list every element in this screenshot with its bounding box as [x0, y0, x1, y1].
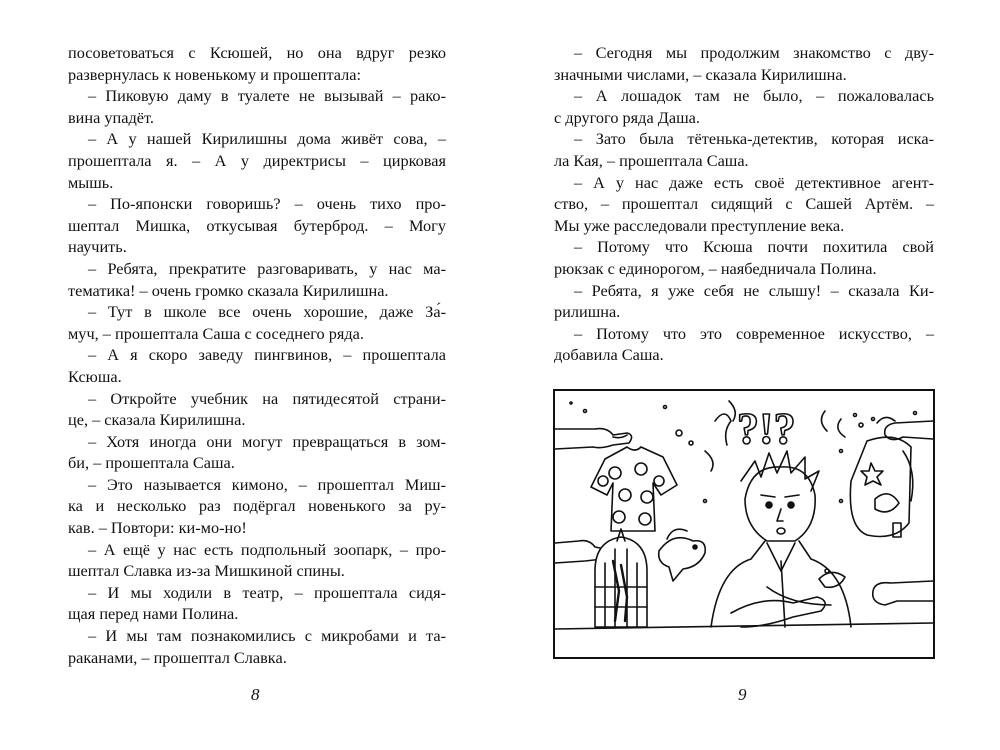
- text-line: шептал Мишка, откусывая бутерброд. – Могу: [68, 215, 446, 235]
- text-line: рилишна.: [554, 302, 621, 322]
- text-line: – А я скоро заведу пингвинов, – прошептала: [88, 345, 446, 365]
- text-line: щая перед нами Полина.: [68, 604, 239, 624]
- classroom-illustration: [555, 391, 933, 657]
- text-line: – По-японски говоришь? – очень тихо про-: [88, 194, 446, 214]
- kimono: [591, 447, 677, 531]
- text-line: посоветоваться с Ксюшей, но она вдруг резко: [68, 43, 446, 62]
- text-line: значными числами, – сказала Кирилишна.: [554, 64, 847, 84]
- text-line: прошептала я. – А у директрисы – цирковая: [68, 150, 446, 170]
- text-line: муч, – прошептала Саша с соседнего ряда.: [68, 323, 364, 343]
- left-arm-sleeve: [555, 429, 632, 449]
- text-line: – Зато была тётенька-детектив, которая иска-: [574, 129, 934, 149]
- text-line: Ксюша.: [68, 366, 122, 386]
- flying-bird: [659, 538, 706, 581]
- text-line: – Хотя иногда они могут превращаться в зом-: [88, 431, 446, 451]
- text-line: мышь.: [68, 172, 114, 192]
- text-line: – Пиковую даму в туалете не вызывай – рако-: [88, 86, 446, 106]
- right-page-text: [554, 42, 934, 366]
- text-line: – Откройте учебник на пятидесятой страни-: [88, 388, 446, 408]
- text-line: шептал Славка из-за Мишкиной спины.: [68, 561, 345, 581]
- boy-crossed-arms: [731, 597, 825, 627]
- left-page-text: [68, 42, 446, 668]
- right-lower-sleeve: [873, 581, 933, 605]
- question-marks-text: ?!?: [737, 404, 796, 453]
- text-line: ство, – прошептал сидящий с Сашей Артём. –: [554, 194, 934, 214]
- birdcage: [595, 537, 647, 627]
- text-line: – А у нашей Кирилишны дома живёт сова, –: [88, 129, 446, 149]
- text-line: – А ещё у нас есть подпольный зоопарк, – про-: [88, 539, 446, 559]
- text-line: добавила Саша.: [554, 345, 664, 365]
- text-line: кав. – Повтори: ки-мо-но!: [68, 518, 247, 538]
- text-line: Мы уже расследовали преступление века.: [554, 215, 845, 235]
- text-line: – Это называется кимоно, – прошептал Миш-: [88, 474, 446, 494]
- text-line: раканами, – прошептал Славка.: [68, 647, 287, 667]
- text-line: – А у нас даже есть своё детективное агент-: [574, 172, 934, 192]
- text-line: – Тут в школе все очень хорошие, даже За́-: [88, 302, 446, 322]
- text-line: научить.: [68, 237, 127, 257]
- text-line: – Ребята, прекратите разговаривать, у нас ма-: [88, 258, 446, 278]
- text-line: – И мы ходили в театр, – прошептала сидя-: [88, 582, 446, 602]
- text-line: ка и несколько раз подёргал новенького за ру-: [68, 496, 446, 516]
- text-line: це, – сказала Кирилишна.: [68, 410, 246, 430]
- page-number-right: 9: [738, 685, 747, 704]
- text-line: ла Кая, – прошептала Саша.: [554, 150, 749, 170]
- text-line: с другого ряда Даша.: [554, 107, 700, 127]
- page-number-left: 8: [251, 685, 260, 704]
- text-line: – Ребята, я уже себя не слышу! – сказала Ки-: [574, 280, 934, 300]
- boy-shoulders: [711, 541, 851, 627]
- text-line: развернулась к новенькому и прошептала:: [68, 64, 361, 84]
- text-line: – И мы там познакомились с микробами и та-: [88, 626, 446, 646]
- text-line: – Сегодня мы продолжим знакомство с дву-: [574, 43, 934, 62]
- illustration-frame: [553, 389, 935, 659]
- text-line: тематика! – очень громко сказала Кирилишна.: [68, 280, 389, 300]
- backpack: [850, 437, 911, 536]
- text-line: вина упадёт.: [68, 107, 154, 127]
- text-line: – А лошадок там не было, – пожаловалась: [574, 86, 934, 106]
- text-line: – Потому что это современное искусство, –: [574, 323, 934, 343]
- text-line: би, – прошептала Саша.: [68, 453, 235, 473]
- text-line: рюкзак с единорогом, – наябедничала Полина.: [554, 258, 877, 278]
- text-line: – Потому что Ксюша почти похитила свой: [574, 237, 934, 257]
